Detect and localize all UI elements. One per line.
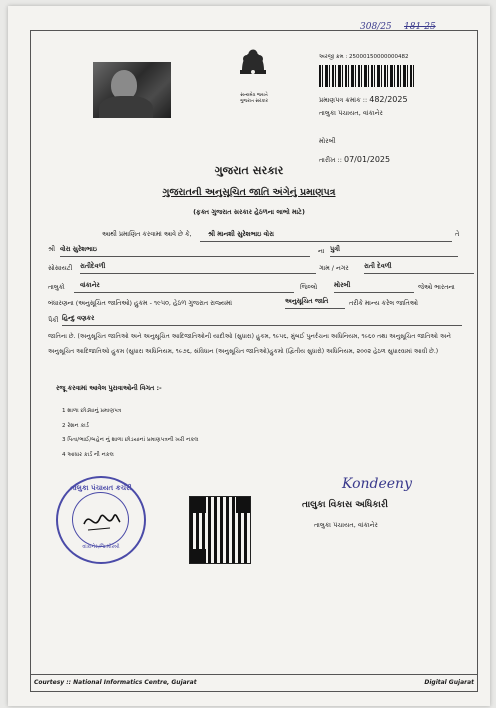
footer (30, 674, 478, 692)
handwritten-reference-2: 181-25 (404, 22, 436, 32)
handwritten-reference: 308/25 (360, 22, 392, 32)
office-line: તાલુકા પંચાયત, વાંકાનેર (319, 109, 383, 117)
india-text: જેઓ ભારતના (418, 283, 455, 291)
category: અનુસૂચિત જાતિ (285, 295, 345, 309)
certify-prefix: આથી પ્રમાણિત કરવામાં આવે છે કે, (102, 230, 192, 238)
district-value: મોરબી (334, 279, 414, 293)
date-label: તારીખ :: (319, 156, 342, 164)
application-no-label: અરજી ક્રમ : (319, 54, 348, 60)
area-label: સોસાયટી (48, 264, 73, 272)
emblem-caption: સત્યમેવ જયતે (240, 93, 268, 98)
relation: પુત્રી (330, 243, 458, 257)
seal-signature-icon (80, 502, 122, 540)
relation-label: ના (318, 247, 325, 255)
application-no: 25000150000000482 (349, 54, 409, 60)
footer-brand: Digital Gujarat (424, 679, 474, 686)
certificate-no: 482/2025 (369, 95, 408, 104)
certificate-sheet (8, 6, 490, 706)
certificate-no-label: પ્રમાણપત્ર ક્રમાંક :: (319, 96, 368, 104)
village-label: ગામ / નગર (319, 264, 349, 272)
list-item: 4 આધાર કાર્ડ ની નકલ (62, 451, 114, 458)
proofs-list (62, 404, 199, 462)
district-header: મોરબી (319, 137, 336, 145)
legal-paragraph: જાતિના છે. (અનુસૂચિત જાતિઓ અને અનુસૂચિત આદિજાતિઓની યાદીઓ (સુધારા) હુકમ, ૧૯૫૬, મુંબઈ પુનર્રચના અધિનિયમ, ૧૯૬૦ તથા અનુસૂચિત જાતિઓ અને અનુસૂચિત આદિજાતિઓ હુકમ (સુધારા અધિનિયમ, ૧૯૭૬, સંવિધાન (અનુસૂચિત જાતિઓ)હુકમો (દ્વિતીય સુધારો) અધિનિયમ, ૨૦૦૨ હેઠળ સુધારવામાં આવી છે.) (48, 333, 451, 355)
certificate-border (30, 30, 478, 692)
state-emblem-icon (230, 44, 276, 98)
constitution-text: બંધારણના (અનુસૂચિત જાતિઓ) હુકમ - ૧૯૫૦, હેઠળ ગુજરાત રાજ્યમાં (48, 299, 233, 307)
officer-title: તાલુકા વિકાસ અધિકારી (302, 500, 389, 510)
recognized-text: તરીકે માન્ય કરેલ જાતિઓ (349, 299, 418, 307)
caste: હિન્દુ વણકર (62, 312, 462, 326)
barcode (319, 65, 415, 87)
office-seal (56, 476, 146, 564)
applicant-photo (93, 62, 171, 118)
seal-text: તાલુકા પંચાયત કચેરી (70, 484, 132, 492)
village: રાતી દેવળી (364, 260, 474, 274)
father-name: વોરા સુરેશભાઇ (60, 243, 310, 257)
officer-signature: Kondeeny (342, 476, 412, 492)
certificate-title: ગુજરાતની અનુસૂચિત જાતિ અંગેનું પ્રમાણપત્ર (162, 187, 336, 198)
issue-date: 07/01/2025 (344, 155, 391, 164)
area: રાતીદેવળી (80, 260, 316, 274)
taluka: વાંકાનેર (74, 279, 294, 293)
footer-credit: Courtesy :: National Informatics Centre, Gujarat (34, 679, 197, 686)
certificate-subtitle: (ફક્ત ગુજરાત સરકાર હેઠળના લાભો માટે) (193, 208, 305, 216)
caste-prefix: પૈકી (48, 316, 59, 324)
list-item: 2 રેશન કાર્ડ (62, 422, 89, 429)
certify-suffix: તે (455, 230, 460, 238)
proofs-heading: રજૂ કરવામાં આવેલ પુરાવાઓની વિગત :- (56, 384, 162, 392)
applicant-name: શ્રી માનશી સુરેશભાઇ વોરા (200, 228, 452, 242)
emblem-caption-2: ગુજરાત સરકાર (240, 99, 268, 104)
government-title: ગુજરાત સરકાર (214, 164, 284, 177)
list-item: 3 પિતા/ભાઈ/બહેન નું શાળા છોડયાનાં પ્રમાણપત્રની ખરી નકલ (62, 437, 199, 443)
officer-office: તાલુકા પંચાયત, વાંકાનેર (314, 521, 378, 529)
district-label: જિલ્લો (300, 283, 318, 291)
father-prefix: શ્રી (48, 245, 56, 253)
seal-bottom-text: વાંકાનેર,જિ.મોરબી (82, 544, 120, 550)
list-item: 1 શાળા છોડ્યાનું પ્રમાણપત્ર (62, 408, 122, 414)
qr-code (189, 496, 251, 564)
taluka-label: તાલુકો (48, 283, 65, 291)
